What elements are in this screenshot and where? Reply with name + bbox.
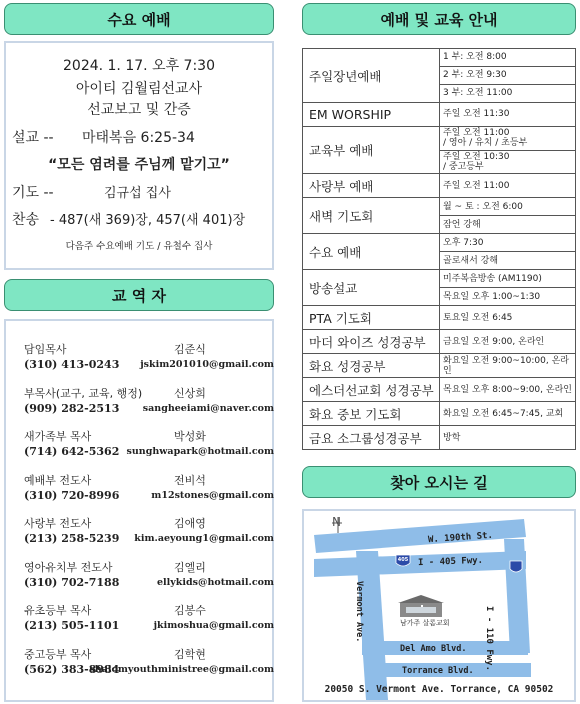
staff-name: 김엘리 [174,560,206,574]
schedule-row [303,127,576,151]
staff-email[interactable]: jskim201010@gmail.com [140,359,274,370]
schedule-time: 오후 7:30 [440,234,576,252]
hymn-label: 찬송 [12,212,40,228]
schedule-name: 새벽 기도회 [303,198,440,234]
schedule-name: 사랑부 예배 [303,174,440,198]
schedule-table [302,48,576,450]
staff-role: 사랑부 전도사 [24,517,92,530]
staff-email[interactable]: sangheeiami@naver.com [142,402,274,414]
staff-role: 영아유치부 전도사 [24,560,113,574]
schedule-row [303,330,576,354]
north-label: N [332,515,341,529]
speaker: 아이티 김월림선교사 [75,81,203,97]
service-date: 2024. 1. 17. 오후 7:30 [63,58,215,74]
schedule-time: 화요일 오전 9:00~10:00, 온라인 [440,354,576,378]
staff-box [4,319,274,702]
schedule-name: PTA 기도회 [303,306,440,330]
staff-email[interactable]: ellykids@hotmail.com [156,576,274,588]
next-week-note: 다음주 수요예배 기도 / 유철수 집사 [65,241,213,252]
i-110-freeway [504,539,530,653]
staff-email[interactable]: jkimoshua@gmail.com [153,620,274,631]
schedule-time: 골로새서 강해 [440,252,576,270]
sermon-label: 설교 -- [12,130,54,146]
staff-role: 담임목사 [24,343,67,356]
schedule-time: 2 부: 오전 9:30 [440,67,576,85]
prayer-label: 기도 -- [12,185,54,201]
scripture: 마태복음 6:25-34 [82,130,195,146]
vermont-label: Vermont Ave. [354,581,364,643]
staff-phone: (213) 258-5239 [24,532,120,545]
schedule-row [303,426,576,450]
schedule-title: 예배 및 교육 안내 [380,10,498,29]
interstate-110-shield-icon [510,561,522,572]
schedule-time: 방학 [440,426,576,450]
schedule-row [303,378,576,402]
schedule-time: 목요일 오후 1:00~1:30 [440,288,576,306]
staff-role: 예배부 전도사 [24,473,92,487]
schedule-row [303,354,576,378]
staff-phone: (310) 413-0243 [24,358,120,371]
staff-phone: (562) 383-8984 [24,662,120,676]
schedule-name: 화요 중보 기도회 [303,402,440,426]
fwy-405-label: I - 405 Fwy. [417,555,484,569]
staff-phone: (213) 505-1101 [24,619,120,632]
staff-name: 전비석 [174,473,206,487]
w-190th-street [314,519,526,553]
schedule-row [303,270,576,288]
staff-phone: (714) 642-5362 [24,445,120,458]
schedule-row [303,198,576,216]
schedule-row [303,402,576,426]
schedule-time: 금요일 오전 9:00, 온라인 [440,330,576,354]
church-name: 남가주 살롬교회 [400,619,450,627]
staff-title: 교 역 자 [112,286,166,305]
prayer-name: 김규섭 집사 [104,186,171,201]
staff-header [4,279,274,311]
torrance-label: Torrance Blvd. [402,666,474,676]
schedule-time: 화요일 오전 6:45~7:45, 교회 [440,402,576,426]
staff-phone: (909) 282-2513 [24,401,120,415]
schedule-row [303,234,576,252]
schedule-time: 3 부: 오전 11:00 [440,85,576,103]
staff-role: 중고등부 목사 [24,647,92,661]
schedule-name: 금요 소그룹성경공부 [303,426,440,450]
directions-map [302,509,576,702]
schedule-name: 수요 예배 [303,234,440,270]
staff-phone: (310) 720-8996 [24,488,120,502]
staff-name: 김준식 [174,343,206,356]
topic: 선교보고 및 간증 [87,102,191,118]
schedule-name: 교육부 예배 [303,127,440,174]
fwy-110-label: I - 110 Fwy. [484,606,494,672]
wednesday-service-title: 수요 예배 [107,10,171,29]
shield-405-label: 405 [397,557,409,563]
hymn-numbers: - 487(새 369)장, 457(새 401)장 [50,213,246,228]
staff-name: 박성화 [174,430,206,443]
schedule-row [303,174,576,198]
schedule-name: 마더 와이즈 성경공부 [303,330,440,354]
staff-name: 김학현 [174,647,206,661]
map-header [302,466,576,498]
schedule-name: 에스더선교회 성경공부 [303,378,440,402]
staff-role: 부목사(교구, 교육, 행정) [24,386,143,400]
schedule-row [303,49,576,67]
staff-name: 김애영 [174,517,206,530]
wednesday-service-box [4,41,274,270]
schedule-time: 1 부: 오전 8:00 [440,49,576,67]
schedule-time: 주일 오전 10:30 / 중고등부 [440,150,576,174]
schedule-name: 화요 성경공부 [303,354,440,378]
wednesday-service-header [4,3,274,35]
schedule-time: 미주복음방송 (AM1190) [440,270,576,288]
del-amo-label: Del Amo Blvd. [400,644,467,654]
schedule-time: 주일 오전 11:00 [440,174,576,198]
staff-role: 새가족부 목사 [24,430,92,443]
schedule-time: 주일 오전 11:30 [440,103,576,127]
staff-email[interactable]: m12stones@gmail.com [151,489,274,501]
schedule-name: 방송설교 [303,270,440,306]
staff-name: 신상희 [174,386,206,400]
church-address: 20050 S. Vermont Ave. Torrance, CA 90502 [324,684,554,695]
staff-email[interactable]: kim.aeyoung1@gmail.com [134,533,274,544]
schedule-name: 주일장년예배 [303,49,440,103]
schedule-time: 주일 오전 11:00 / 영아 / 유치 / 초등부 [440,127,576,151]
staff-role: 유초등부 목사 [24,604,92,617]
staff-email[interactable]: sunghwapark@hotmail.com [126,446,274,457]
street-190th-label: W. 190th St. [427,530,494,546]
staff-email[interactable]: shalomyouthministree@gmail.com [89,663,274,675]
schedule-time: 월 ~ 토 : 오전 6:00 [440,198,576,216]
schedule-time: 토요일 오전 6:45 [440,306,576,330]
schedule-row [303,103,576,127]
sermon-title: “모든 염려를 주님께 맡기고” [48,157,230,173]
staff-name: 김봉수 [174,604,206,617]
schedule-time: 잠언 강해 [440,216,576,234]
map-title: 찾아 오시는 길 [390,473,488,492]
church-marker [421,605,423,607]
schedule-row [303,306,576,330]
staff-phone: (310) 702-7188 [24,575,120,589]
schedule-header [302,3,576,35]
schedule-time: 목요일 오후 8:00~9:00, 온라인 [440,378,576,402]
schedule-name: EM WORSHIP [303,103,440,127]
